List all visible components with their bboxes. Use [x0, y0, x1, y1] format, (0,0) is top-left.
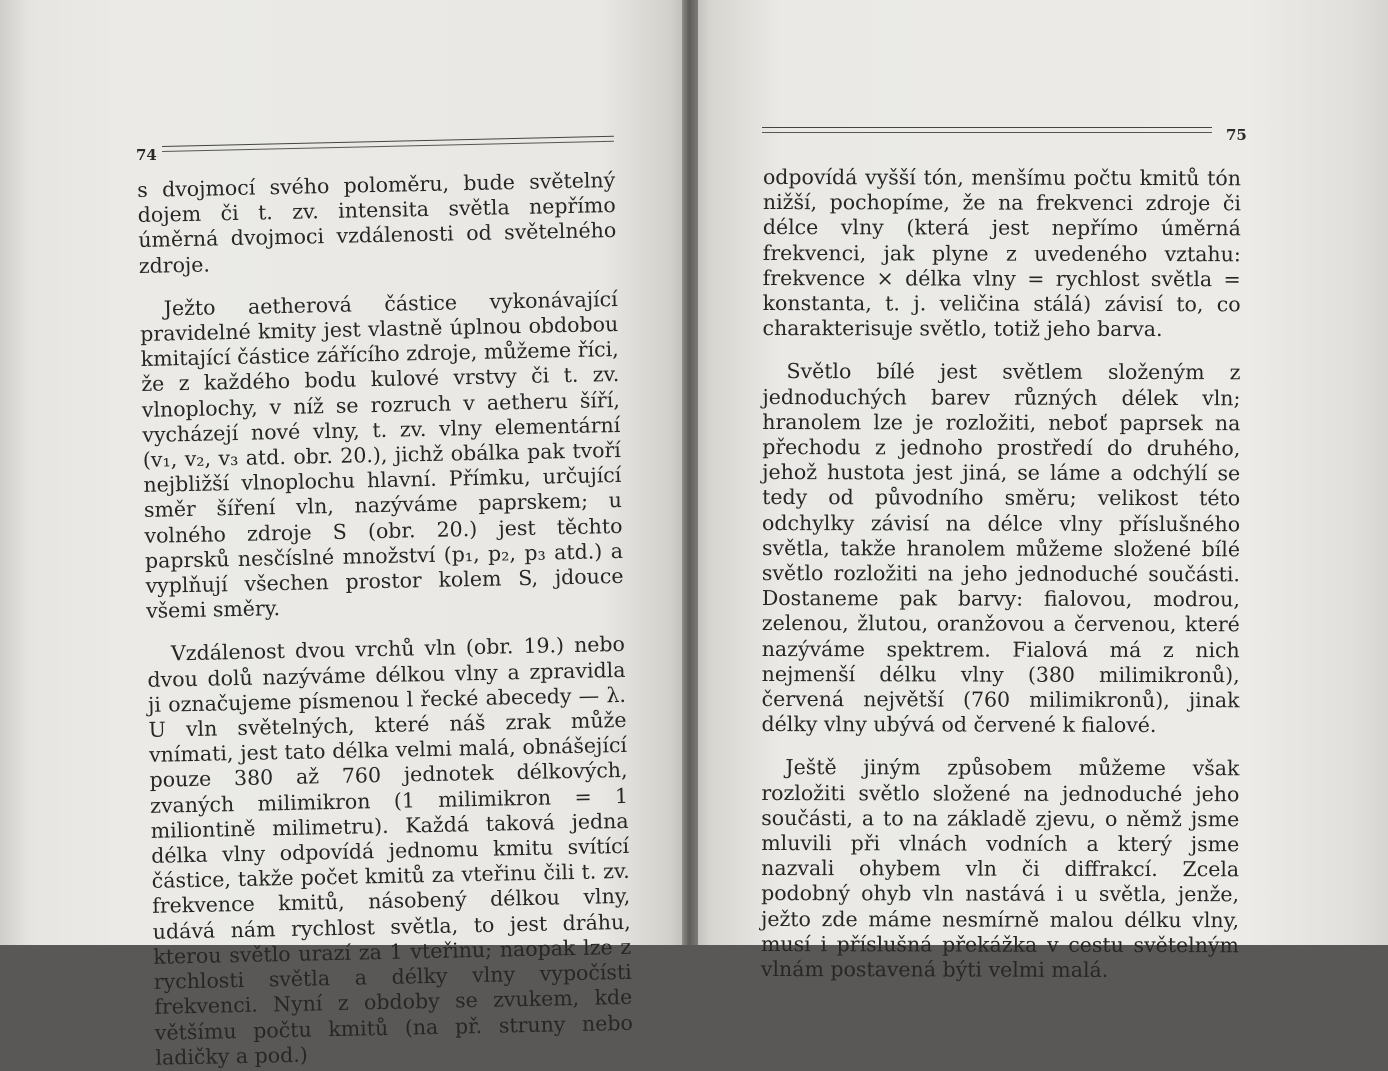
paragraph: odpovídá vyšší tón, menšímu počtu kmitů tón nižší, pochopíme, že na frekvenci zdroje či délce vlny (která jest nepřímo úměrná frekvenci, jak plyne z uvedeného vztahu: frekvence × délka vlny = rychlost světla = konstanta, t. j. veličina stálá) závisí to, co charakterisuje světlo, totiž jeho barva. — [762, 165, 1241, 342]
paragraph: s dvojmocí svého poloměru, bude světelný dojem či t. zv. intensita světla nepřímo úměrná dvojmoci vzdálenosti od světelného zdroje. — [137, 167, 617, 278]
header-rule — [162, 136, 614, 152]
right-page-body — [761, 165, 1241, 984]
book-gutter — [682, 0, 698, 945]
page-number: 74 — [136, 146, 157, 164]
page-number: 75 — [1226, 126, 1247, 144]
right-page — [690, 0, 1388, 983]
paragraph: Vzdálenost dvou vrchů vln (obr. 19.) nebo dvou dolů nazýváme délkou vlny a zpravidla ji označujeme písmenou l řecké abecedy — λ. U vln světelných, které náš zrak může vnímati, jest tato délka velmi malá, obnášející pouze 380 až 760 jednotek délkových, zvaných milimikron (1 milimikron = 1 miliontině milimetru). Každá taková jedna délka vlny odpovídá jednomu kmitu svítící částice, takže počet kmitů za vteřinu čili t. zv. frekvence kmitů, násobený délkou vlny, udává nám rychlost světla, to jest dráhu, kterou světlo urazí za 1 vteřinu; naopak lze z rychlosti světla a délky vlny vypočísti frekvenci. Nyní z obdoby se zvukem, kde většímu počtu kmitů (na př. struny nebo ladičky a pod.) — [147, 632, 634, 1070]
left-page — [0, 0, 690, 1070]
paragraph: Světlo bílé jest světlem složeným z jednoduchých barev různých délek vln; hranolem lze je rozložiti, neboť paprsek na přechodu z jednoho prostředí do druhého, jehož hustota jest jiná, se láme a odchýlí se tedy od původního směru; velikost této odchylky závisí na délce vlny příslušného světla, takže hranolem můžeme složené bílé světlo rozložiti na jeho jednoduché součásti. Dostaneme pak barvy: fialovou, modrou, zelenou, žlutou, oranžovou a červenou, které nazýváme spektrem. Fialová má z nich nejmenší délku vlny (380 milimikronů), červená největší (760 milimikronů), jinak délky vlny ubývá od červené k fialové. — [761, 359, 1241, 738]
paragraph: Ježto aetherová částice vykonávající pravidelné kmity jest vlastně úplnou obdobou kmitající částice zářícího zdroje, můžeme říci, že z každého bodu kulové vrstvy či t. zv. vlnoplochy, v níž se rozruch v aetheru šíří, vycházejí nové vlny, t. zv. vlny elementární (v₁, v₂, v₃ atd. obr. 20.), jichž obálka pak tvoří nejbližší vlnoplochu hlavní. Přímku, určující směr šíření vln, nazýváme paprskem; u volného zdroje S (obr. 20.) jest těchto paprsků nesčíslné množství (p₁, p₂, p₃ atd.) a vyplňují všechen prostor kolem S, jdouce všemi směry. — [140, 286, 624, 624]
left-page-body — [137, 168, 634, 1071]
header-rule — [762, 127, 1212, 133]
paragraph: Ještě jiným způsobem můžeme však rozložiti světlo složené na jednoduché jeho součásti, a to na základě zjevu, o němž jsme mluvili při vlnách vodních a který jsme nazvali ohybem vln či diffrakcí. Zcela podobný ohyb vln nastává i u světla, jenže, ježto zde máme nesmírně malou délku vlny, musí i příslušná překážka v cestu světelným vlnám postavená býti velmi malá. — [760, 755, 1240, 983]
